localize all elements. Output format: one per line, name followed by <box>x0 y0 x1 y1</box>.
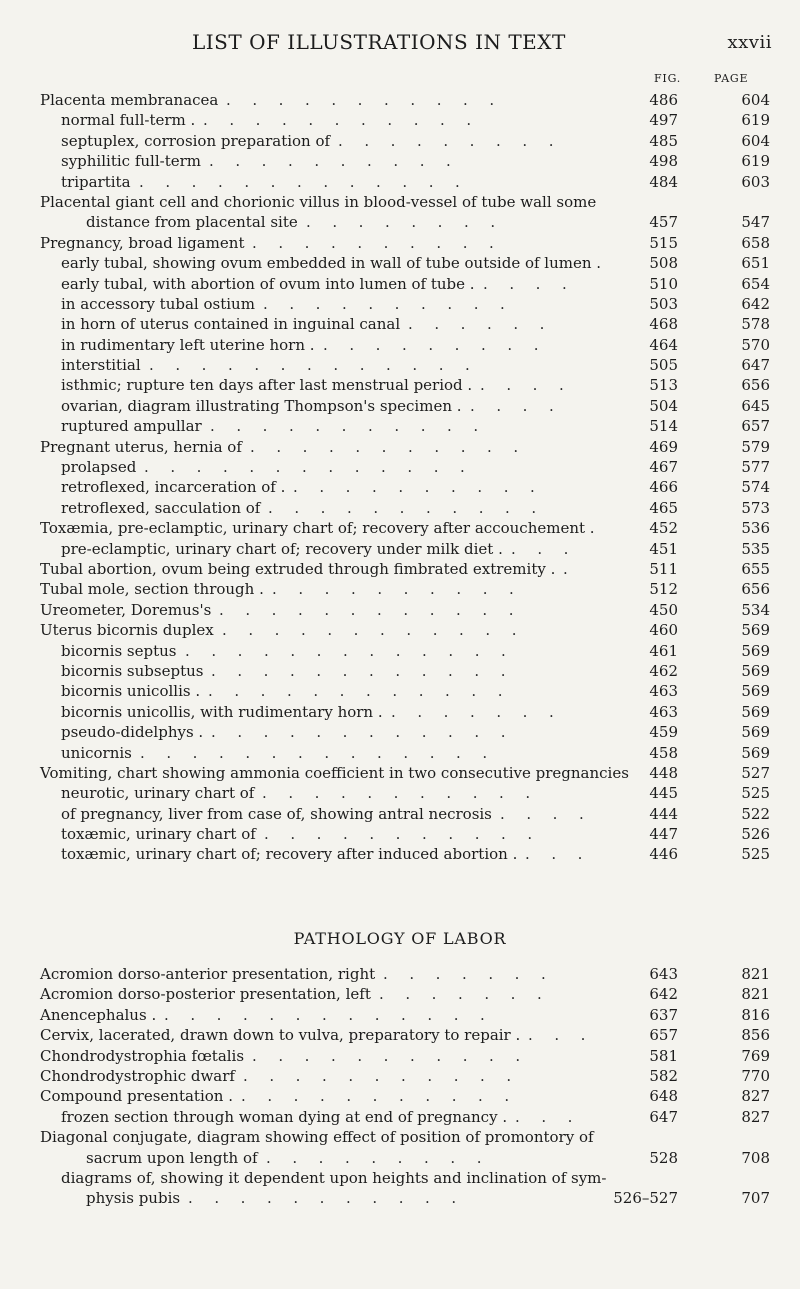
index-entry <box>40 824 772 844</box>
page-ref: 656 <box>741 376 770 395</box>
fig-number: 515 <box>649 233 678 252</box>
dot-leader: . . . . . . . . . . . <box>226 91 503 109</box>
fig-number: 459 <box>649 723 678 742</box>
fig-number: 452 <box>649 519 678 538</box>
dot-leader: . . . <box>515 1107 581 1126</box>
index-entry <box>40 314 772 334</box>
dot-leader: . . . . . . . . . . . <box>250 437 527 456</box>
fig-number: 463 <box>649 682 678 701</box>
page-ref: 577 <box>741 458 770 477</box>
page-ref: 535 <box>741 539 770 558</box>
page-ref: 536 <box>741 519 770 538</box>
dot-leader: . . . <box>525 845 591 864</box>
index-entry <box>40 253 772 273</box>
page-ref: 574 <box>741 478 770 497</box>
index-entry <box>40 539 772 559</box>
entry-text: bicornis septus <box>61 641 177 660</box>
entry-text: bicornis unicollis . <box>61 682 201 701</box>
page-ref: 827 <box>741 1087 770 1106</box>
index-entry <box>40 1168 772 1188</box>
entry-text: early tubal, showing ovum embedded in wall of tube outside of lumen . <box>61 254 602 273</box>
entry-text: toxæmic, urinary chart of; recovery after induced abortion . <box>61 845 518 864</box>
entry-text: diagrams of, showing it dependent upon heights and inclination of sym- <box>61 1168 607 1187</box>
fig-number: 448 <box>649 763 678 782</box>
index-entry <box>40 600 772 620</box>
dot-leader: . <box>563 559 577 578</box>
fig-number: 465 <box>649 498 678 517</box>
fig-number: 642 <box>649 985 678 1004</box>
fig-number: 503 <box>649 294 678 313</box>
page-ref: 527 <box>741 763 770 782</box>
entry-text: pseudo-didelphys . <box>61 723 204 742</box>
index-entry <box>40 274 772 294</box>
page-ref: 569 <box>741 723 770 742</box>
fig-number: 447 <box>649 825 678 844</box>
page-ref: 769 <box>741 1046 770 1065</box>
index-entry <box>40 335 772 355</box>
index-entry <box>40 233 772 253</box>
page-ref: 655 <box>741 559 770 578</box>
page-ref: 603 <box>741 172 770 191</box>
entry-text: Diagonal conjugate, diagram showing effect of position of promontory of <box>40 1128 594 1147</box>
dot-leader: . . . . . . . . . . . . . <box>144 458 474 477</box>
entry-text: prolapsed <box>61 458 137 477</box>
dot-leader: . . . . . . . . . . <box>272 580 523 599</box>
page-ref: 525 <box>741 784 770 803</box>
dot-leader: . . . . . . . . <box>306 213 504 232</box>
dot-leader: . . . . . . . . . . <box>252 233 503 252</box>
fig-number: 526–527 <box>613 1189 678 1208</box>
page-ref: 827 <box>741 1107 770 1126</box>
entry-text: ruptured ampullar <box>61 417 202 436</box>
index-entry <box>40 763 772 783</box>
entry-text: Tubal mole, section through . <box>40 580 264 599</box>
fig-number: 458 <box>649 743 678 762</box>
entry-text: frozen section through woman dying at end of pregnancy . <box>61 1107 508 1126</box>
fig-number: 657 <box>649 1026 678 1045</box>
fig-number: 582 <box>649 1066 678 1085</box>
fig-number: 643 <box>649 965 678 983</box>
fig-number: 444 <box>649 804 678 823</box>
index-entry <box>40 804 772 824</box>
dot-leader: . . . . <box>480 376 573 395</box>
fig-number: 451 <box>649 539 678 558</box>
fig-number: 505 <box>649 356 678 375</box>
index-entry <box>40 844 772 864</box>
dot-leader: . . . . . . . . . . . <box>241 1087 518 1106</box>
fig-number: 466 <box>649 478 678 497</box>
fig-number: 528 <box>649 1148 678 1167</box>
entry-text: in rudimentary left uterine horn . <box>61 335 315 354</box>
page-ref: 578 <box>741 315 770 334</box>
dot-leader: . . . . . . . . . . . . . <box>139 172 469 191</box>
dot-leader: . . . . . . . . . . . . <box>211 723 514 742</box>
entry-text: retroflexed, incarceration of . <box>61 478 286 497</box>
page-ref: 770 <box>741 1066 770 1085</box>
index-entry <box>40 192 772 212</box>
index-entry <box>40 1127 772 1147</box>
index-entry <box>40 212 772 232</box>
dot-leader: . . . . . . . . . . . <box>210 417 487 436</box>
fig-number: 462 <box>649 661 678 680</box>
fig-number: 460 <box>649 621 678 640</box>
dot-leader: . . . . . . . . . . <box>209 152 460 171</box>
fig-number: 497 <box>649 111 678 130</box>
page-ref: 654 <box>741 274 770 293</box>
entry-text: Pregnant uterus, hernia of <box>40 437 242 456</box>
index-entry <box>40 110 772 130</box>
dot-leader: . . . . . . . . . . . <box>243 1066 520 1085</box>
dot-leader: . . . . . . . <box>379 985 551 1004</box>
entry-text: Placenta membranacea <box>40 91 219 109</box>
running-title: LIST OF ILLUSTRATIONS IN TEXT <box>192 30 566 54</box>
index-entry <box>40 1188 772 1208</box>
entry-text: ovarian, diagram illustrating Thompson's specimen . <box>61 396 462 415</box>
page-ref: 526 <box>741 825 770 844</box>
index-entry <box>40 294 772 314</box>
entry-text: interstitial <box>61 356 141 375</box>
page-ref: 569 <box>741 682 770 701</box>
dot-leader: . . . . . . . . . <box>338 131 562 150</box>
entry-text: Uterus bicornis duplex <box>40 621 214 640</box>
page-ref: 657 <box>741 417 770 436</box>
fig-number: 637 <box>649 1005 678 1024</box>
dot-leader: . . . . . . . . . . . . . <box>185 641 515 660</box>
page-ref: 604 <box>741 131 770 150</box>
page-ref: 525 <box>741 845 770 864</box>
entry-text: normal full-term . <box>61 111 196 130</box>
entry-text: bicornis subseptus <box>61 661 204 680</box>
fig-column-header: FIG. <box>654 72 682 85</box>
dot-leader: . . . . . . <box>408 315 553 334</box>
entry-text: pre-eclamptic, urinary chart of; recovery under milk diet . <box>61 539 503 558</box>
fig-number: 457 <box>649 213 678 232</box>
index-entry <box>40 722 772 742</box>
fig-number: 504 <box>649 396 678 415</box>
index-entry <box>40 1046 772 1066</box>
entry-text: Acromion dorso-posterior presentation, left <box>40 985 371 1004</box>
page-ref: 821 <box>741 965 770 983</box>
index-entry <box>40 518 772 538</box>
index-entry <box>40 172 772 192</box>
page-ref: 856 <box>741 1026 770 1045</box>
index-entry <box>40 743 772 763</box>
index-entry <box>40 355 772 375</box>
fig-number: 485 <box>649 131 678 150</box>
dot-leader: . . . <box>528 1026 594 1045</box>
index-entry <box>40 559 772 579</box>
index-entry <box>40 1005 772 1025</box>
dot-leader: . . . . . . . . . . <box>263 294 514 313</box>
fig-number: 512 <box>649 580 678 599</box>
entry-text: Placental giant cell and chorionic villus in blood-vessel of tube wall some <box>40 192 597 211</box>
dot-leader: . . . . . . . . . . <box>293 478 544 497</box>
page-ref: 707 <box>741 1189 770 1208</box>
fig-number: 446 <box>649 845 678 864</box>
page-ref: 569 <box>741 743 770 762</box>
fig-number: 469 <box>649 437 678 456</box>
page-ref: 547 <box>741 213 770 232</box>
entry-text: syphilitic full-term <box>61 152 201 171</box>
page-ref: 658 <box>741 233 770 252</box>
entry-text: early tubal, with abortion of ovum into lumen of tube . <box>61 274 475 293</box>
index-entry <box>40 437 772 457</box>
entry-text: tripartita <box>61 172 131 191</box>
page-column-header: PAGE <box>714 72 749 85</box>
dot-leader: . . . . . . . . . . . . . <box>164 1005 494 1024</box>
entry-text: of pregnancy, liver from case of, showing antral necrosis <box>61 804 492 823</box>
entry-text: unicornis <box>61 743 132 762</box>
dot-leader: . . . . . . . . . . . <box>203 111 480 130</box>
index-entry <box>40 131 772 151</box>
dot-leader: . . . . <box>500 804 593 823</box>
dot-leader: . . . . . . . . . <box>323 335 547 354</box>
entry-text: toxæmic, urinary chart of <box>61 825 256 844</box>
index-entry <box>40 457 772 477</box>
page-ref: 522 <box>741 804 770 823</box>
entry-text: septuplex, corrosion preparation of <box>61 131 331 150</box>
page-ref: 569 <box>741 641 770 660</box>
page-ref: 651 <box>741 254 770 273</box>
entry-text: Acromion dorso-anterior presentation, right <box>40 965 376 983</box>
entry-text: Pregnancy, broad ligament <box>40 233 245 252</box>
index-entry <box>40 1025 772 1045</box>
dot-leader: . . . . . . . . . . . . <box>211 661 514 680</box>
page-ref: 656 <box>741 580 770 599</box>
fig-number: 514 <box>649 417 678 436</box>
page-ref: 647 <box>741 356 770 375</box>
index-entry <box>40 783 772 803</box>
entry-text: retroflexed, sacculation of <box>61 498 261 517</box>
index-entry <box>40 151 772 171</box>
index-entry <box>40 90 772 110</box>
entry-text: distance from placental site <box>86 213 298 232</box>
fig-number: 498 <box>649 152 678 171</box>
entry-text: Cervix, lacerated, drawn down to vulva, preparatory to repair . <box>40 1026 521 1045</box>
dot-leader: . . . . <box>483 274 576 293</box>
index-entry <box>40 477 772 497</box>
dot-leader: . . . . . . . . . . . <box>268 498 545 517</box>
index-entry <box>40 579 772 599</box>
dot-leader: . . . . . . . . . . . <box>188 1189 465 1208</box>
entry-text: Chondrodystrophic dwarf <box>40 1066 235 1085</box>
index-entry <box>40 1107 772 1127</box>
fig-number: 463 <box>649 702 678 721</box>
entry-text: sacrum upon length of <box>86 1148 258 1167</box>
page-ref: 534 <box>741 600 770 619</box>
page-ref: 642 <box>741 294 770 313</box>
index-entry <box>40 416 772 436</box>
index-entry <box>40 661 772 681</box>
dot-leader: . . . . . . . . . . . . . <box>149 356 479 375</box>
dot-leader: . . . . . . . . . . . . <box>208 682 511 701</box>
page-ref: 619 <box>741 111 770 130</box>
dot-leader: . . . . . . . . . . . <box>252 1046 529 1065</box>
dot-leader: . . . . <box>470 396 563 415</box>
dot-leader: . . . . . . . . . . . <box>262 784 539 803</box>
index-entry <box>40 702 772 722</box>
entry-text: isthmic; rupture ten days after last menstrual period . <box>61 376 473 395</box>
entry-text: in accessory tubal ostium <box>61 294 255 313</box>
dot-leader: . . . <box>511 539 577 558</box>
fig-number: 468 <box>649 315 678 334</box>
dot-leader: . . . . . . . <box>383 965 555 983</box>
entry-text: Compound presentation . <box>40 1087 233 1106</box>
fig-number: 464 <box>649 335 678 354</box>
dot-leader: . . . . . . . . . . . . <box>219 600 522 619</box>
entry-text: Vomiting, chart showing ammonia coefficient in two consecutive pregnancies <box>40 763 629 782</box>
entry-text: in horn of uterus contained in inguinal canal <box>61 315 401 334</box>
fig-number: 508 <box>649 254 678 273</box>
index-entry <box>40 396 772 416</box>
illustration-list <box>40 90 772 865</box>
index-entry <box>40 1086 772 1106</box>
dot-leader: . . . . . . . <box>391 702 563 721</box>
page-ref: 570 <box>741 335 770 354</box>
entry-text: Chondrodystrophia fœtalis <box>40 1046 245 1065</box>
labor-illustration-list <box>40 964 772 1209</box>
index-entry <box>40 964 772 984</box>
entry-text: neurotic, urinary chart of <box>61 784 255 803</box>
entry-text: Ureometer, Doremus's <box>40 600 212 619</box>
index-entry <box>40 1066 772 1086</box>
fig-number: 445 <box>649 784 678 803</box>
fig-number: 461 <box>649 641 678 660</box>
page-ref: 569 <box>741 702 770 721</box>
page-ref: 569 <box>741 621 770 640</box>
fig-number: 450 <box>649 600 678 619</box>
entry-text: physis pubis <box>86 1189 181 1208</box>
index-entry <box>40 641 772 661</box>
section-heading: PATHOLOGY OF LABOR <box>293 929 507 948</box>
index-entry <box>40 681 772 701</box>
fig-number: 581 <box>649 1046 678 1065</box>
page-ref: 816 <box>741 1005 770 1024</box>
index-entry <box>40 375 772 395</box>
fig-number: 510 <box>649 274 678 293</box>
page-ref: 573 <box>741 498 770 517</box>
index-entry <box>40 984 772 1004</box>
fig-number: 647 <box>649 1107 678 1126</box>
index-entry <box>40 1148 772 1168</box>
entry-text: Tubal abortion, ovum being extruded through fimbrated extremity . <box>40 559 556 578</box>
page-header <box>0 30 800 60</box>
dot-leader: . . . . . . . . . . . . . . <box>140 743 496 762</box>
page-ref: 619 <box>741 152 770 171</box>
dot-leader: . . . . . . . . . . . <box>264 825 541 844</box>
index-entry <box>40 498 772 518</box>
page-ref: 604 <box>741 91 770 109</box>
page-number: xxvii <box>727 32 772 53</box>
page-ref: 579 <box>741 437 770 456</box>
entry-text: bicornis unicollis, with rudimentary horn . <box>61 702 383 721</box>
fig-number: 484 <box>649 172 678 191</box>
fig-number: 513 <box>649 376 678 395</box>
entry-text: Anencephalus . <box>40 1005 157 1024</box>
dot-leader: . . . . . . . . . <box>266 1148 490 1167</box>
entry-text: Toxæmia, pre-eclamptic, urinary chart of; recovery after accouchement . <box>40 519 595 538</box>
dot-leader: . . . . . . . . . . . . <box>222 621 525 640</box>
page-ref: 708 <box>741 1148 770 1167</box>
page-ref: 569 <box>741 661 770 680</box>
fig-number: 648 <box>649 1087 678 1106</box>
fig-number: 486 <box>649 91 678 109</box>
fig-number: 511 <box>649 559 678 578</box>
page-ref: 645 <box>741 396 770 415</box>
page-ref: 821 <box>741 985 770 1004</box>
fig-number: 467 <box>649 458 678 477</box>
index-entry <box>40 620 772 640</box>
